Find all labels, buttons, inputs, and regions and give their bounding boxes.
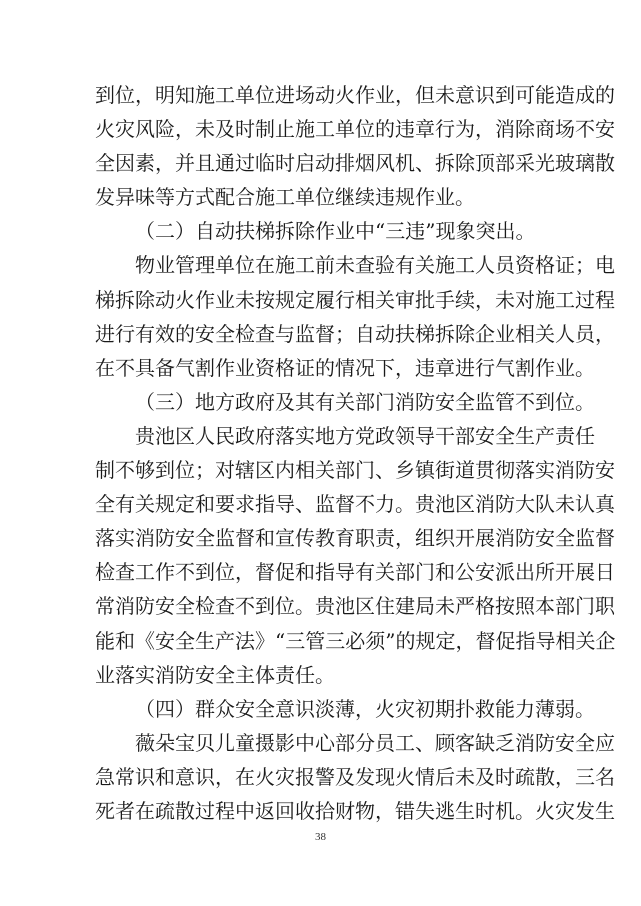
paragraph-line: 全因素，并且通过临时启动排烟风机、拆除顶部采光玻璃散 xyxy=(95,151,615,175)
paragraph-line: 全有关规定和要求指导、监督不力。贵池区消防大队未认真 xyxy=(95,492,615,516)
paragraph-line: 常消防安全检查不到位。贵池区住建局未严格按照本部门职 xyxy=(95,594,615,618)
paragraph-line: 到位，明知施工单位进场动火作业，但未意识到可能造成的 xyxy=(95,83,615,107)
section-heading-2: （二）自动扶梯拆除作业中“三违”现象突出。 xyxy=(135,219,536,243)
section-heading-4: （四）群众安全意识淡薄，火灾初期扑救能力薄弱。 xyxy=(135,697,595,721)
paragraph-line: 火灾风险，未及时制止施工单位的违章行为，消除商场不安 xyxy=(95,117,615,141)
paragraph-line: 发异味等方式配合施工单位继续违规作业。 xyxy=(95,185,475,209)
paragraph-line: 制不够到位；对辖区内相关部门、乡镇街道贯彻落实消防安 xyxy=(95,458,615,482)
paragraph-line: 业落实消防安全主体责任。 xyxy=(95,663,335,687)
page-number: 38 xyxy=(315,831,326,843)
paragraph-line: 死者在疏散过程中返回收拾财物，错失逃生时机。火灾发生 xyxy=(95,799,615,823)
paragraph-line: 薇朵宝贝儿童摄影中心部分员工、顾客缺乏消防安全应 xyxy=(135,731,615,755)
paragraph-line: 急常识和意识，在火灾报警及发现火情后未及时疏散，三名 xyxy=(95,765,615,789)
paragraph-line: 贵池区人民政府落实地方党政领导干部安全生产责任 xyxy=(135,424,595,448)
paragraph-line: 进行有效的安全检查与监督；自动扶梯拆除企业相关人员， xyxy=(95,322,615,346)
paragraph-line: 物业管理单位在施工前未查验有关施工人员资格证；电 xyxy=(135,253,615,277)
paragraph-line: 检查工作不到位，督促和指导有关部门和公安派出所开展日 xyxy=(95,560,615,584)
paragraph-line: 能和《安全生产法》“三管三必须”的规定，督促指导相关企 xyxy=(95,629,616,653)
section-heading-3: （三）地方政府及其有关部门消防安全监管不到位。 xyxy=(135,390,595,414)
paragraph-line: 梯拆除动火作业未按规定履行相关审批手续，未对施工过程 xyxy=(95,288,615,312)
paragraph-line: 在不具备气割作业资格证的情况下，违章进行气割作业。 xyxy=(95,356,595,380)
paragraph-line: 落实消防安全监督和宣传教育职责，组织开展消防安全监督 xyxy=(95,526,615,550)
